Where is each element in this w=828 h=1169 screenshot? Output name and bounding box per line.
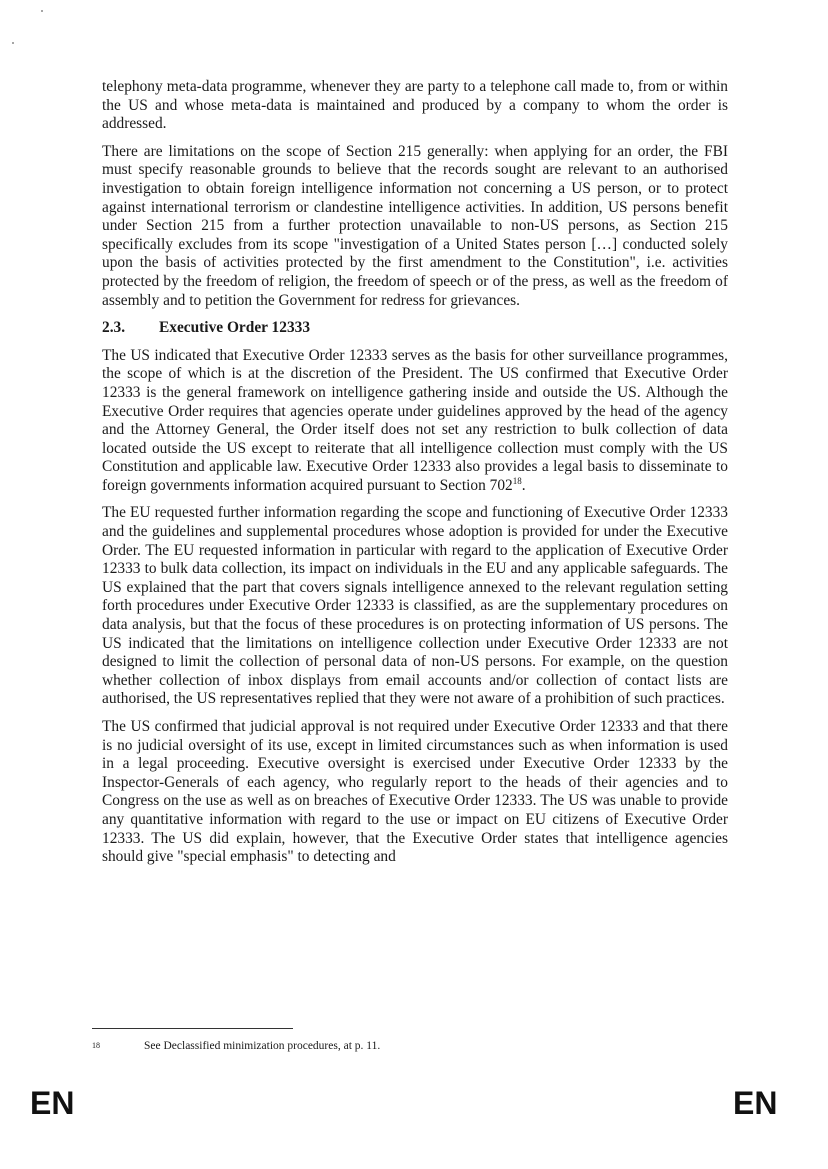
paragraph-text: The US indicated that Executive Order 12333 serves as the basis for other surveillance programmes, the scope of which is at the discretion of the President. The US confirmed that Executive Order 12333 is the general framework on intelligence gathering inside and outside the US. Although the Executive Order requires that agencies operate under guidelines approved by the head of the agency and the Attorney General, the Order itself does not set any restriction to bulk collection of data located outside the US except to reiterate that all intelligence collection must comply with the US Constitution and applicable law. Executive Order 12333 also provides a legal basis to disseminate to foreign governments information acquired pursuant to Section 702 bbox=[102, 346, 728, 494]
section-number: 2.3. bbox=[102, 319, 126, 337]
paragraph: The EU requested further information regarding the scope and functioning of Executive Order 12333 and the guidelines and supplemental procedures whose adoption is provided for under the Executive Order. The EU requested information in particular with regard to the application of Executive Order 12333 to bulk data collection, its impact on individuals in the EU and any applicable safeguards. The US explained that the part that covers signals intelligence annexed to the relevant regulation setting forth procedures under Executive Order 12333 is classified, as are the supplementary procedures on data analysis, but that the focus of these procedures is on protecting information of US persons. The US indicated that the limitations on intelligence collection under Executive Order 12333 are not designed to limit the collection of personal data of non-US persons. For example, on the question whether collection of inbox displays from email accounts and/or collection of contact lists are authorised, the US representatives replied that they were not aware of a prohibition of such practices. bbox=[102, 504, 728, 708]
footnote bbox=[92, 1039, 712, 1053]
footnote-number: 18 bbox=[92, 1041, 100, 1050]
language-mark-right: EN bbox=[733, 1085, 778, 1121]
paragraph-end: . bbox=[521, 476, 526, 494]
section-heading bbox=[102, 319, 728, 338]
footnote-reference[interactable]: 18 bbox=[512, 475, 522, 486]
language-mark-left: EN bbox=[30, 1085, 75, 1121]
scan-speck bbox=[41, 10, 43, 12]
paragraph bbox=[102, 347, 728, 496]
scan-speck bbox=[12, 42, 14, 44]
section-title: Executive Order 12333 bbox=[159, 319, 311, 337]
paragraph: There are limitations on the scope of Section 215 generally: when applying for an order, the FBI must specify reasonable grounds to believe that the records sought are relevant to an authorised investigation to obtain foreign intelligence information not concerning a US person, or to protect against international terrorism or clandestine intelligence activities. In addition, US persons benefit under Section 215 from a further protection unavailable to non-US persons, as Section 215 specifically excludes from its scope "investigation of a United States person […] conducted solely upon the basis of activities protected by the first amendment to the Constitution", i.e. activities protected by the freedom of religion, the freedom of speech or of the press, as well as the freedom of assembly and to petition the Government for redress for grievances. bbox=[102, 142, 728, 309]
paragraph: telephony meta-data programme, whenever they are party to a telephone call made to, from or within the US and whose meta-data is maintained and produced by a company to whom the order is addressed. bbox=[102, 78, 728, 133]
paragraph: The US confirmed that judicial approval is not required under Executive Order 12333 and that there is no judicial oversight of its use, except in limited circumstances such as when information is used in a legal proceeding. Executive oversight is exercised under Executive Order 12333 by the Inspector-Generals of each agency, who regularly report to the heads of their agencies and to Congress on the use as well as on breaches of Executive Order 12333. The US was unable to provide any quantitative information with regard to the use or impact on EU citizens of Executive Order 12333. The US did explain, however, that the Executive Order states that intelligence agencies should give "special emphasis" to detecting and bbox=[102, 718, 728, 866]
footnote-text: See Declassified minimization procedures, at p. 11. bbox=[144, 1040, 381, 1052]
body-text bbox=[102, 78, 728, 876]
footnote-separator bbox=[92, 1028, 293, 1029]
